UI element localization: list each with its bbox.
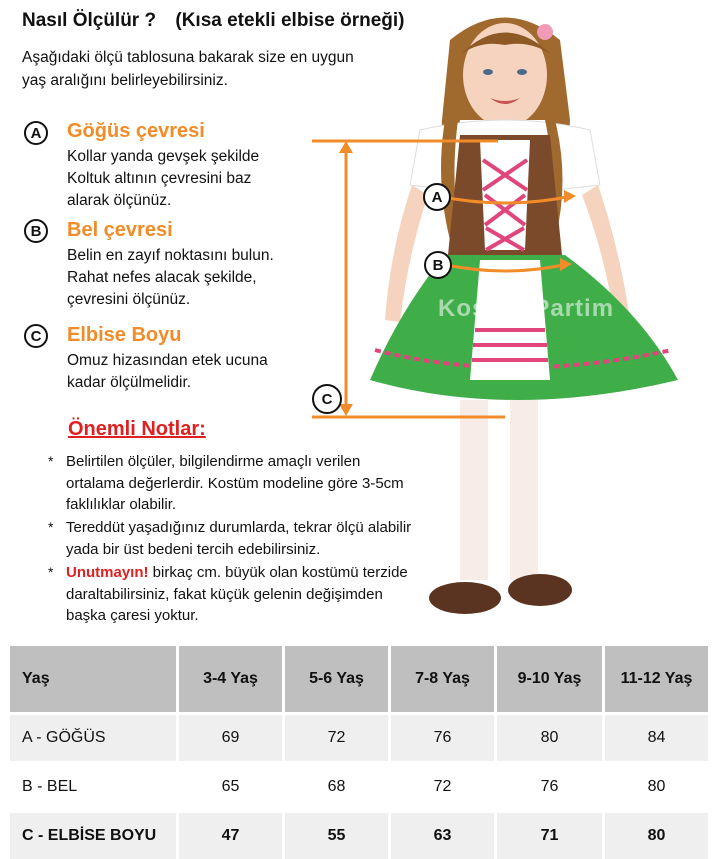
hair-flower-icon — [537, 24, 553, 40]
letter-a-badge: A — [24, 121, 48, 145]
row-label: A - GÖĞÜS — [10, 712, 176, 761]
intro-text: Aşağıdaki ölçü tablosuna bakarak size en uygun yaş aralığını belirleyebilirsiniz. — [22, 49, 354, 89]
section-a-line: Koltuk altının çevresini baz — [67, 170, 252, 187]
table-row — [10, 712, 708, 761]
row-label: B - BEL — [10, 761, 176, 810]
table-cell: 72 — [388, 761, 494, 810]
table-row — [10, 810, 708, 859]
asterisk-icon: * — [48, 453, 54, 469]
note-text: Tereddüt yaşadığınız durumlarda, tekrar ölçü alabilir yada bir üst bedeni tercih edebilirsiniz. — [66, 519, 412, 558]
column-header: Yaş — [10, 646, 176, 712]
section-b-line: Belin en zayıf noktasını bulun. — [67, 247, 274, 264]
table-cell: 55 — [282, 810, 388, 859]
section-c-line: kadar ölçülmelidir. — [67, 374, 192, 391]
table-cell: 65 — [176, 761, 282, 810]
letter-b-badge: B — [24, 219, 48, 243]
asterisk-icon: * — [48, 519, 54, 535]
column-header: 3-4 Yaş — [176, 646, 282, 712]
letter-c-badge: C — [24, 324, 48, 348]
note-rest: birkaç cm. büyük olan kostümü terzide daraltabilirsiniz, fakat küçük gelenin değişimden başka çaresi yoktur. — [66, 564, 408, 624]
shoe-icon — [508, 574, 572, 606]
column-header: 7-8 Yaş — [388, 646, 494, 712]
title-subtitle: (Kısa etekli elbise örneği) — [175, 10, 405, 31]
table-cell: 69 — [176, 712, 282, 761]
table-cell: 80 — [494, 712, 602, 761]
note-highlight: Unutmayın! — [66, 564, 149, 581]
section-a-body — [67, 146, 259, 212]
title-main: Nasıl Ölçülür ? — [22, 10, 157, 31]
marker-c-icon: C — [312, 384, 342, 414]
section-c-line: Omuz hizasından etek ucuna — [67, 352, 268, 369]
note-text: Belirtilen ölçüler, bilgilendirme amaçlı verilen ortalama değerlerdir. Kostüm modeline göre 3-5cm faklılıklar olabilir. — [66, 453, 404, 513]
shoe-icon — [429, 582, 501, 614]
table-cell: 68 — [282, 761, 388, 810]
marker-a-icon: A — [423, 183, 451, 211]
notes-title: Önemli Notlar: — [68, 418, 206, 440]
table-header-row — [10, 646, 708, 712]
section-c-body — [67, 350, 268, 394]
watermark: KostümPartim — [438, 295, 615, 322]
size-table — [10, 646, 708, 859]
table-cell: 63 — [388, 810, 494, 859]
table-cell: 76 — [388, 712, 494, 761]
table-row — [10, 761, 708, 810]
marker-b-icon: B — [424, 251, 452, 279]
table-cell: 47 — [176, 810, 282, 859]
column-header: 11-12 Yaş — [602, 646, 708, 712]
section-a-line: Kollar yanda gevşek şekilde — [67, 148, 260, 165]
table-cell: 76 — [494, 761, 602, 810]
asterisk-icon: * — [48, 564, 54, 580]
section-b-body — [67, 245, 274, 311]
section-b-line: Rahat nefes alacak şekilde, — [67, 269, 257, 286]
section-b-title: Bel çevresi — [67, 219, 173, 241]
section-b-line: çevresini ölçünüz. — [67, 291, 191, 308]
table-cell: 80 — [602, 810, 708, 859]
table-cell: 71 — [494, 810, 602, 859]
section-a-line: alarak ölçünüz. — [67, 192, 172, 209]
section-a-title: Göğüs çevresi — [67, 120, 205, 142]
table-cell: 80 — [602, 761, 708, 810]
table-cell: 72 — [282, 712, 388, 761]
section-c-title: Elbise Boyu — [67, 324, 182, 346]
column-header: 9-10 Yaş — [494, 646, 602, 712]
column-header: 5-6 Yaş — [282, 646, 388, 712]
row-label: C - ELBİSE BOYU — [10, 810, 176, 859]
table-cell: 84 — [602, 712, 708, 761]
